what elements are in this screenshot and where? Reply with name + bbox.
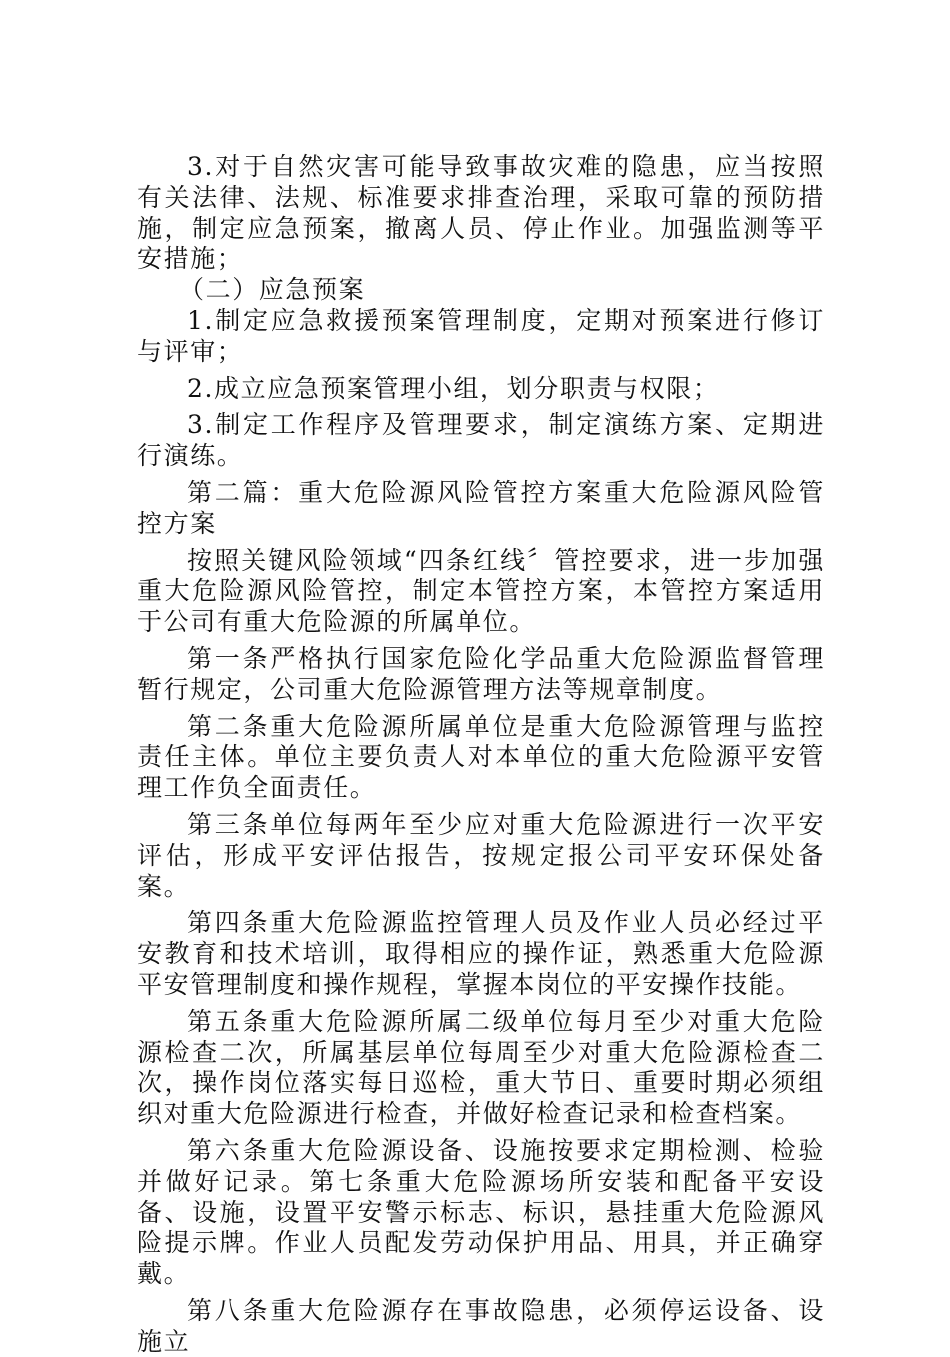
section-heading-emergency-plan: （二）应急预案: [179, 275, 366, 305]
article-eight: 第八条重大危险源存在事故隐患，必须停运设备、设施立: [137, 1295, 825, 1356]
article-six-seven: 第六条重大危险源设备、设施按要求定期检测、检验并做好记录。第七条重大危险源场所安装和配备平安设备、设施，设置平安警示标志、标识，悬挂重大危险源风险提示牌。作业人员配发劳动保护用品、用具，并正确穿戴。: [137, 1135, 825, 1289]
paragraph-scope: 按照关键风险领域“四条红线〞管控要求，进一步加强重大危险源风险管控，制定本管控方案，本管控方案适用于公司有重大危险源的所属单位。: [137, 545, 825, 637]
paragraph-management-group: 2.成立应急预案管理小组，划分职责与权限；: [187, 373, 720, 403]
chapter-heading-part-two: 第二篇：重大危险源风险管控方案重大危险源风险管控方案: [137, 477, 825, 538]
paragraph-natural-disaster-hazards: 3.对于自然灾害可能导致事故灾难的隐患，应当按照有关法律、法规、标准要求排查治理，采取可靠的预防措施，制定应急预案，撤离人员、停止作业。加强监测等平安措施；: [137, 152, 825, 274]
document-body: [137, 152, 825, 1357]
paragraph-work-procedures: 3.制定工作程序及管理要求，制定演练方案、定期进行演练。: [137, 410, 825, 471]
article-four: 第四条重大危险源监控管理人员及作业人员必经过平安教育和技术培训，取得相应的操作证，熟悉重大危险源平安管理制度和操作规程，掌握本岗位的平安操作技能。: [137, 908, 825, 999]
paragraph-emergency-plan-system: 1.制定应急救援预案管理制度，定期对预案进行修订与评审；: [137, 305, 825, 366]
article-two: 第二条重大危险源所属单位是重大危险源管理与监控责任主体。单位主要负责人对本单位的重大危险源平安管理工作负全面责任。: [137, 711, 825, 803]
article-three: 第三条单位每两年至少应对重大危险源进行一次平安评估，形成平安评估报告，按规定报公司平安环保处备案。: [137, 809, 825, 901]
article-five: 第五条重大危险源所属二级单位每月至少对重大危险源检查二次，所属基层单位每周至少对重大危险源检查二次，操作岗位落实每日巡检，重大节日、重要时期必须组织对重大危险源进行检查，并做好检查记录和检查档案。: [137, 1006, 825, 1129]
article-one: 第一条严格执行国家危险化学品重大危险源监督管理暂行规定，公司重大危险源管理方法等规章制度。: [137, 643, 825, 704]
